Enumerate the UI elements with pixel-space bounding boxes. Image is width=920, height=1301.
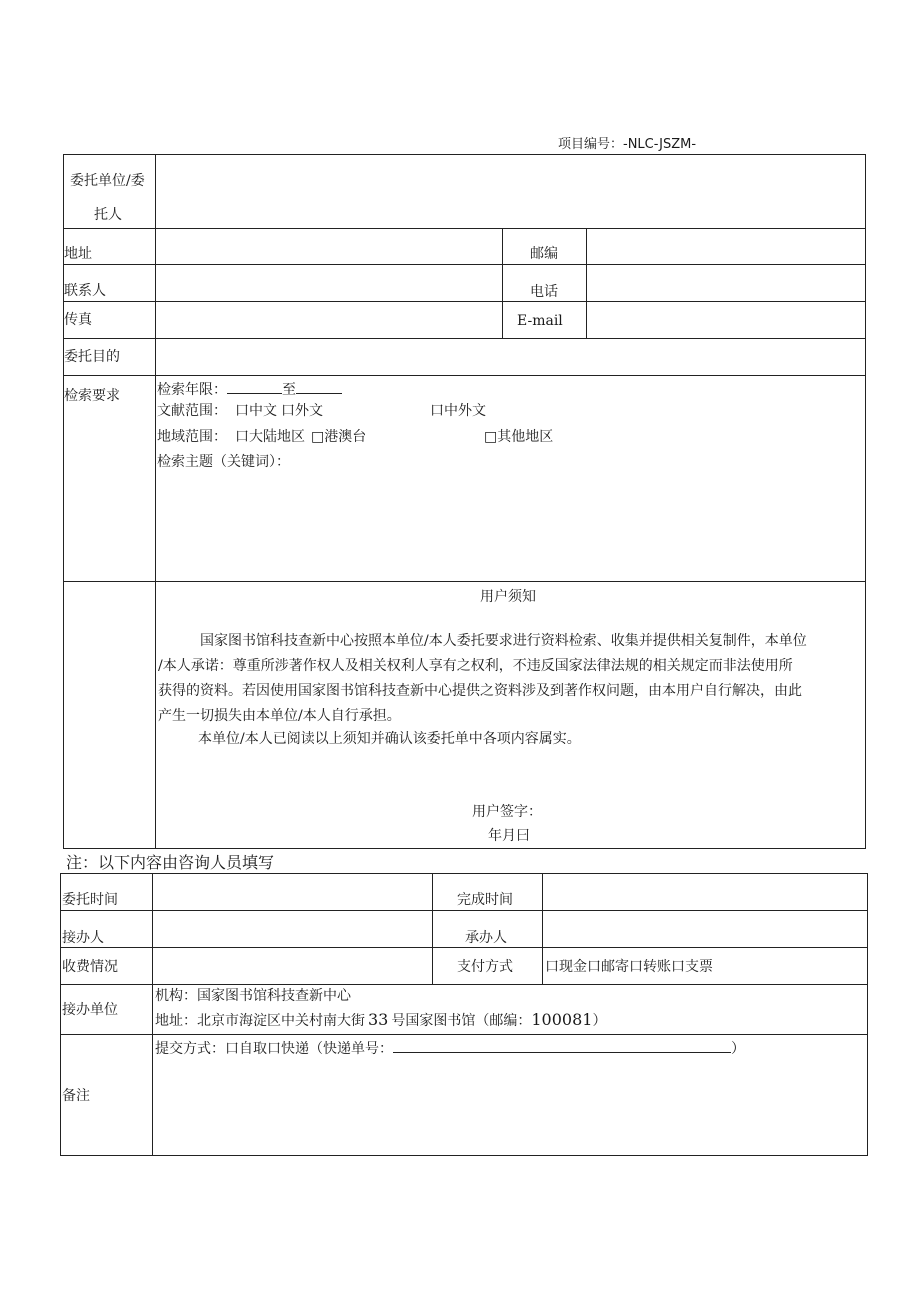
submit-method-prefix: 提交方式：口自取口快递（快递单号： — [155, 1041, 393, 1057]
address-label: 地址 — [64, 246, 92, 262]
submit-method-suffix: ） — [731, 1041, 745, 1057]
fee-field[interactable] — [154, 949, 430, 983]
purpose-field[interactable] — [157, 340, 864, 374]
project-number — [558, 138, 696, 151]
client-label-line1: 委托单位/委 — [70, 173, 145, 189]
signature-date-label: 年月曰 — [488, 828, 530, 844]
search-topic-field[interactable] — [157, 475, 864, 579]
address-line — [155, 1012, 606, 1028]
address-street-number: 33 — [368, 1010, 389, 1029]
address-line-prefix: 地址：北京市海淀区中关村南大街 — [155, 1013, 365, 1029]
receiver-field[interactable] — [154, 912, 430, 946]
notice-paragraph-1 — [158, 629, 865, 729]
staff-note: 注：以下内容由咨询人员填写 — [66, 853, 275, 872]
region-option-mainland[interactable]: 口大陆地区 — [235, 429, 305, 445]
purpose-label: 委托目的 — [64, 349, 120, 365]
fax-label: 传真 — [64, 312, 92, 328]
client-label-line2: 托人 — [94, 207, 122, 223]
search-topic-label: 检索主题（关键词）： — [157, 454, 290, 470]
email-field[interactable] — [588, 303, 864, 337]
address-line-mid: 号国家图书馆（邮编： — [391, 1013, 532, 1029]
search-years-to-field[interactable] — [296, 380, 342, 394]
completion-time-label: 完成时间 — [457, 892, 513, 908]
payment-label: 支付方式 — [457, 959, 513, 975]
org-line: 机构：国家图书馆科技查新中心 — [155, 988, 351, 1004]
client-field[interactable] — [157, 156, 864, 226]
search-requirements-label: 检索要求 — [64, 388, 120, 404]
notice-paragraph-1-line-2: /本人承诺：尊重所涉著作权人及相关权利人享有之权利，不违反国家法律法规的相关规定而非法使用所 — [158, 658, 793, 674]
handler-field[interactable] — [544, 912, 866, 946]
tracking-number-field[interactable] — [393, 1039, 731, 1053]
commission-time-label: 委托时间 — [62, 892, 118, 908]
notice-paragraph-2: 本单位/本人已阅读以上须知并确认该委托单中各项内容属实。 — [198, 731, 581, 747]
phone-label: 电话 — [530, 284, 558, 300]
region-option-hk-macau[interactable]: □港澳台 — [311, 429, 367, 445]
doc-scope-option-foreign[interactable]: 口外文 — [281, 403, 323, 419]
search-years-label: 检索年限： — [157, 382, 227, 398]
address-postcode: 100081 — [531, 1010, 593, 1029]
email-label: E-mail — [517, 313, 563, 329]
fax-field[interactable] — [157, 303, 500, 337]
receiving-unit-label: 接办单位 — [62, 1002, 118, 1018]
project-number-label: 项目编号： — [558, 137, 624, 152]
address-close: ） — [592, 1013, 607, 1029]
remarks-label: 备注 — [62, 1088, 90, 1104]
doc-scope-option-chinese[interactable]: 口中文 — [235, 403, 277, 419]
fee-label: 收费情况 — [62, 959, 118, 975]
notice-paragraph-1-line-3: 获得的资料。若因使用国家图书馆科技查新中心提供之资料涉及到著作权问题，由本用户自行解决，由此 — [158, 683, 802, 699]
doc-scope-label: 文献范围： — [157, 403, 227, 419]
region-option-other[interactable]: □其他地区 — [484, 429, 554, 445]
completion-time-field[interactable] — [544, 875, 866, 909]
search-years-line — [157, 380, 342, 397]
region-label: 地域范围： — [157, 429, 227, 445]
signature-label: 用户签字： — [472, 804, 542, 820]
search-years-to: 至 — [282, 382, 296, 398]
receiver-label: 接办人 — [62, 930, 104, 946]
signature-field[interactable] — [550, 800, 750, 822]
submit-method-line — [155, 1039, 745, 1056]
doc-scope-option-both[interactable]: 口中外文 — [430, 403, 486, 419]
notice-paragraph-1-line-1: 国家图书馆科技查新中心按照本单位/本人委托要求进行资料检索、收集并提供相关复制件，本单位 — [200, 633, 807, 649]
phone-field[interactable] — [588, 266, 864, 300]
handler-label: 承办人 — [465, 930, 507, 946]
postcode-field[interactable] — [588, 230, 864, 263]
remarks-field[interactable] — [154, 1060, 866, 1154]
project-number-value: -NLC-JSZM- — [623, 137, 697, 152]
search-years-from-field[interactable] — [227, 380, 282, 394]
notice-paragraph-1-line-4: 产生一切损失由本单位/本人自行承担。 — [158, 708, 401, 724]
payment-options[interactable]: 口现金口邮寄口转账口支票 — [545, 959, 713, 975]
notice-title: 用户须知 — [480, 589, 536, 605]
contact-label: 联系人 — [64, 283, 106, 299]
address-field[interactable] — [157, 230, 500, 263]
contact-field[interactable] — [157, 266, 500, 300]
commission-time-field[interactable] — [154, 875, 430, 909]
postcode-label: 邮编 — [530, 246, 558, 262]
